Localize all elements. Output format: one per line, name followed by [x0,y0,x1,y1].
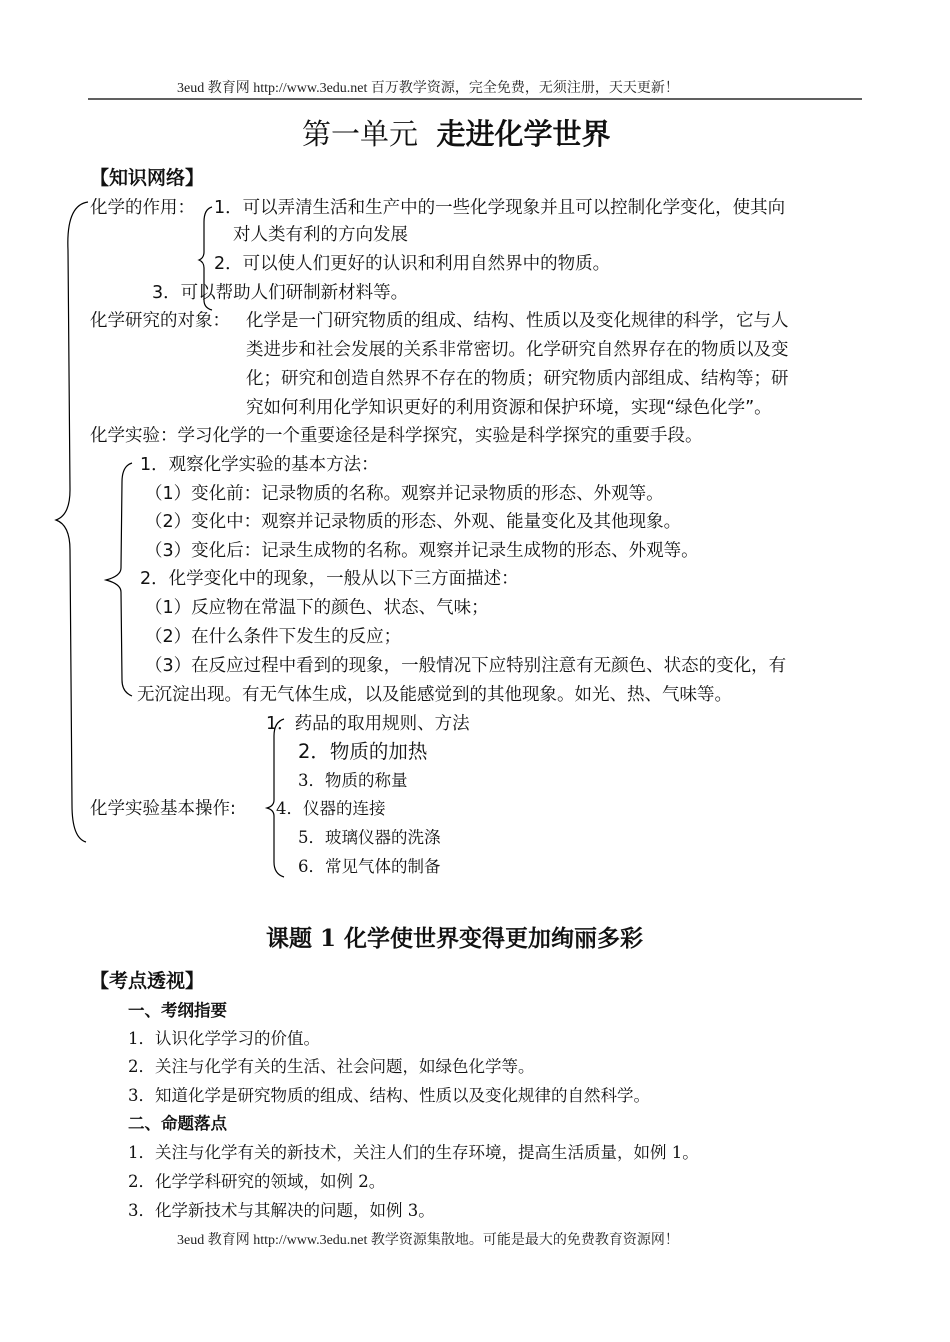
outline-item: 2．关注与化学有关的生活、社会问题，如绿色化学等。 [128,1057,535,1076]
experiment-line: （2）在什么条件下发生的反应； [145,627,402,647]
role-item: 1．可以弄清生活和生产中的一些化学现象并且可以控制化学变化，使其向 [214,198,786,218]
outer-brace [56,202,88,842]
operations-label: 化学实验基本操作: [90,799,236,819]
experiment-line: （2）变化中：观察并记录物质的形态、外观、能量变化及其他现象。 [145,512,682,532]
unit-title-main: 走进化学世界 [436,117,611,151]
page-footer: 3eud 教育网 http://www.3edu.net 教学资源集散地。可能是最大的免费教育资源网！ [177,1233,679,1248]
object-line: 化学是一门研究物质的组成、结构、性质以及变化规律的科学，它与人 [246,311,789,331]
object-label: 化学研究的对象： [90,311,230,331]
experiment-line: （3）在反应过程中看到的现象，一般情况下应特别注意有无颜色、状态的变化，有 [145,656,787,676]
operation-item: 6．常见气体的制备 [298,857,441,876]
operation-item: 5．玻璃仪器的洗涤 [298,828,441,847]
operation-item: 2．物质的加热 [298,740,428,763]
role-label: 化学的作用： [90,198,195,218]
experiment-intro: 化学实验：学习化学的一个重要途径是科学探究，实验是科学探究的重要手段。 [90,426,703,446]
unit-title [302,117,610,151]
operation-item: 1．药品的取用规则、方法 [266,714,470,734]
experiment-line: 2．化学变化中的现象，一般从以下三方面描述： [140,569,519,589]
operation-item: 3．物质的称量 [298,771,408,790]
object-line: 化；研究和创造自然界不存在的物质；研究物质内部组成、结构等；研 [246,369,789,389]
points-item: 2．化学学科研究的领域，如例 2。 [128,1172,386,1191]
knowledge-network-heading: 【知识网络】 [90,167,205,189]
points-item: 1．关注与化学有关的新技术，关注人们的生存环境，提高生活质量，如例 1。 [128,1143,699,1162]
points-item: 3．化学新技术与其解决的问题，如例 3。 [128,1201,435,1220]
experiment-brace [106,463,132,696]
points-heading: 二、命题落点 [128,1114,227,1133]
role-item: 2．可以使人们更好的认识和利用自然界中的物质。 [214,254,611,274]
role-item: 3．可以帮助人们研制新材料等。 [152,283,409,303]
outline-heading: 一、考纲指要 [128,1001,227,1020]
lesson-title: 课题 1 化学使世界变得更加绚丽多彩 [266,925,644,952]
exam-points-heading: 【考点透视】 [90,970,205,992]
unit-title-prefix: 第一单元 [302,117,419,151]
object-line: 类进步和社会发展的关系非常密切。化学研究自然界存在的物质以及变 [246,340,789,360]
outline-item: 3．知道化学是研究物质的组成、结构、性质以及变化规律的自然科学。 [128,1086,650,1105]
experiment-line: 1．观察化学实验的基本方法： [140,455,379,475]
role-item: 对人类有利的方向发展 [233,225,408,245]
operation-item: 4．仪器的连接 [276,799,386,818]
experiment-line: 无沉淀出现。有无气体生成，以及能感觉到的其他现象。如光、热、气味等。 [137,685,732,705]
experiment-line: （3）变化后：记录生成物的名称。观察并记录生成物的形态、外观等。 [145,541,699,561]
experiment-line: （1）反应物在常温下的颜色、状态、气味； [145,598,489,618]
page-header: 3eud 教育网 http://www.3edu.net 百万教学资源，完全免费，无须注册，天天更新！ [177,81,679,96]
outline-item: 1．认识化学学习的价值。 [128,1029,320,1048]
experiment-line: （1）变化前：记录物质的名称。观察并记录物质的形态、外观等。 [145,484,664,504]
object-line: 究如何利用化学知识更好的利用资源和保护环境，实现“绿色化学”。 [246,398,772,418]
